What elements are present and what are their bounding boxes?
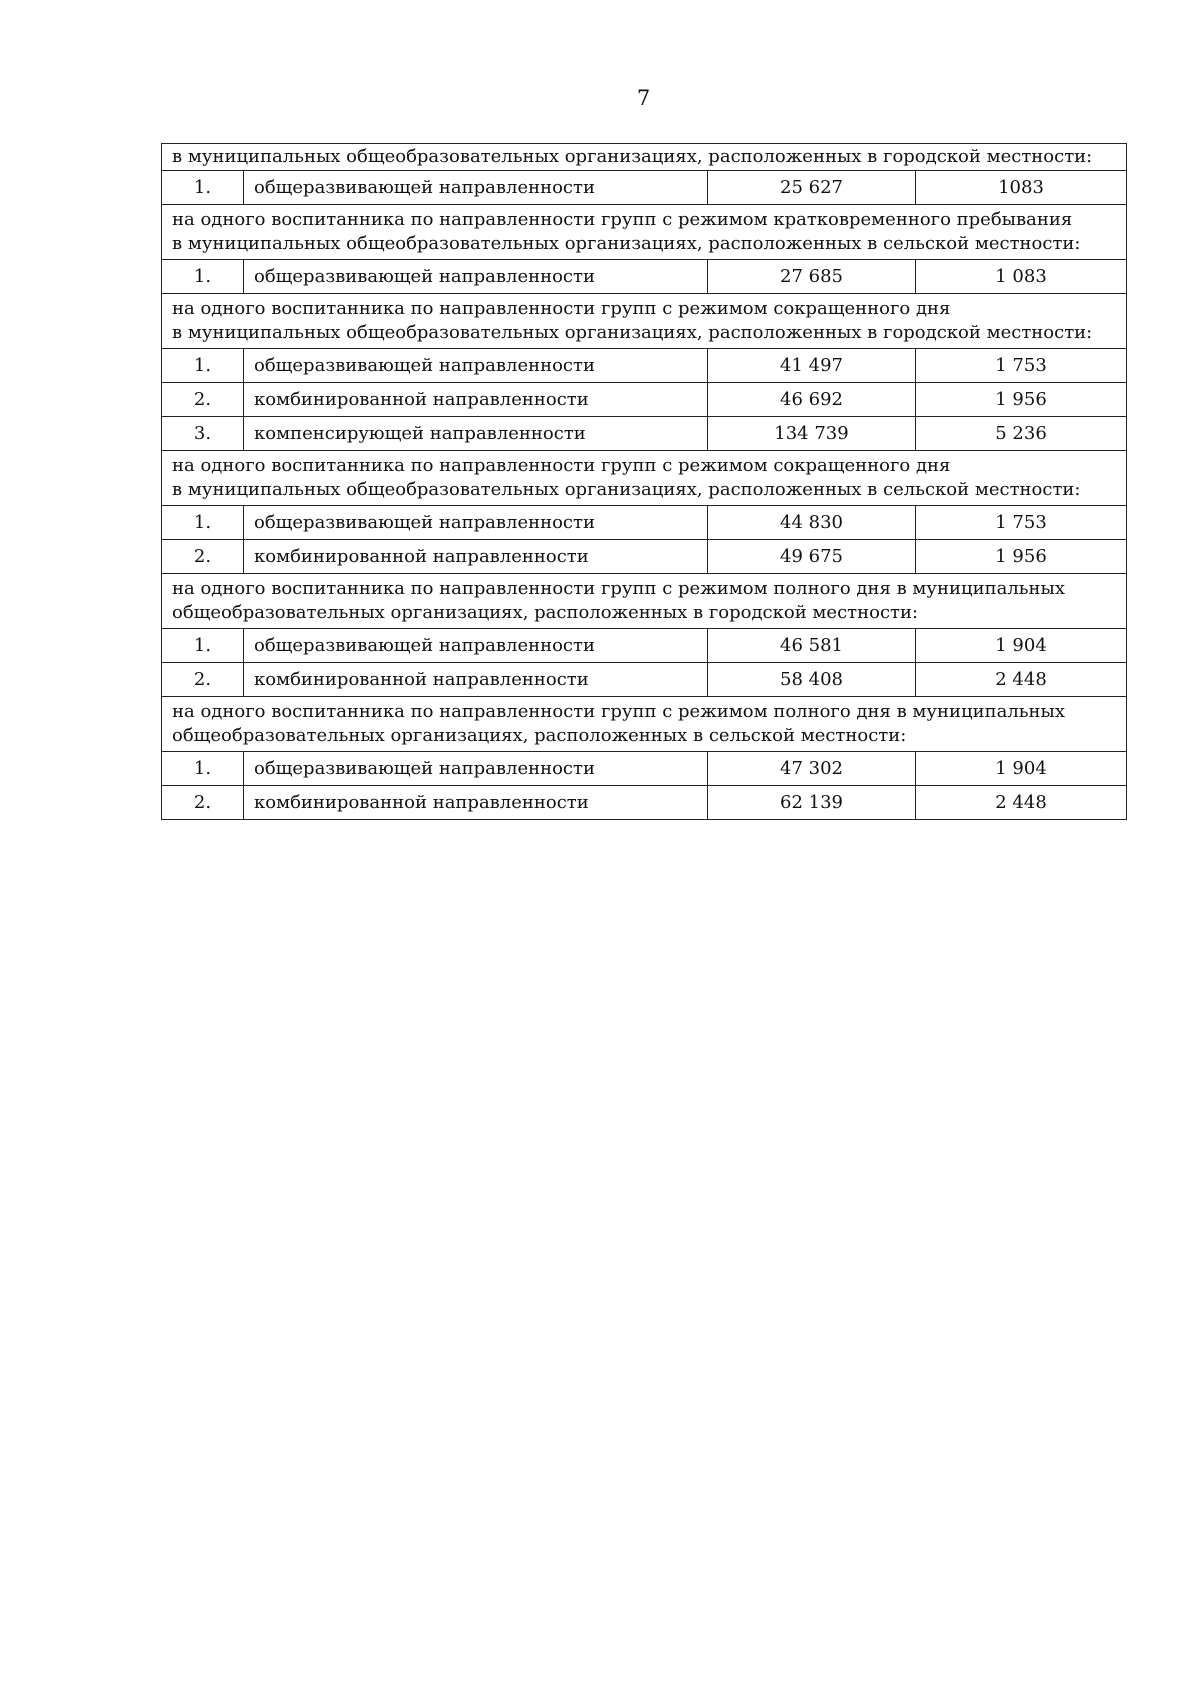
row-value-2: 1 956 [916, 540, 1127, 574]
table-row [162, 540, 1127, 574]
row-value-1: 41 497 [708, 349, 916, 383]
row-number: 1. [162, 171, 244, 205]
row-number: 1. [162, 629, 244, 663]
row-value-1: 44 830 [708, 506, 916, 540]
norms-table-body [162, 144, 1127, 820]
row-number: 1. [162, 506, 244, 540]
table-row [162, 383, 1127, 417]
row-value-1: 47 302 [708, 752, 916, 786]
row-value-1: 134 739 [708, 417, 916, 451]
section-heading-line: на одного воспитанника по направленности групп с режимом полного дня в муниципальных [172, 701, 1066, 722]
row-value-2: 1 904 [916, 629, 1127, 663]
table-row [162, 417, 1127, 451]
row-label: комбинированной направленности [244, 383, 708, 417]
table-row [162, 506, 1127, 540]
section-heading-row [162, 294, 1127, 349]
row-label: компенсирующей направленности [244, 417, 708, 451]
row-value-2: 5 236 [916, 417, 1127, 451]
row-value-1: 46 581 [708, 629, 916, 663]
row-value-2: 1083 [916, 171, 1127, 205]
section-heading-line: общеобразовательных организациях, расположенных в городской местности: [172, 602, 919, 623]
row-label: общеразвивающей направленности [244, 629, 708, 663]
row-value-1: 62 139 [708, 786, 916, 820]
row-label: общеразвивающей направленности [244, 260, 708, 294]
row-number: 2. [162, 540, 244, 574]
row-value-2: 1 753 [916, 349, 1127, 383]
section-heading-line: на одного воспитанника по направленности групп с режимом полного дня в муниципальных [172, 578, 1066, 599]
section-heading-line: на одного воспитанника по направленности групп с режимом кратковременного пребывания [172, 209, 1073, 230]
section-heading-row [162, 205, 1127, 260]
row-label: комбинированной направленности [244, 540, 708, 574]
section-heading-row [162, 144, 1127, 171]
table-row [162, 752, 1127, 786]
row-number: 1. [162, 260, 244, 294]
section-heading-line: в муниципальных общеобразовательных организациях, расположенных в городской местности: [172, 322, 1093, 343]
section-heading [162, 205, 1127, 260]
row-value-2: 2 448 [916, 663, 1127, 697]
row-label: общеразвивающей направленности [244, 506, 708, 540]
table-row [162, 171, 1127, 205]
table-row [162, 349, 1127, 383]
section-heading-line: на одного воспитанника по направленности групп с режимом сокращенного дня [172, 455, 951, 476]
norms-table [161, 143, 1127, 820]
row-number: 2. [162, 786, 244, 820]
section-heading [162, 451, 1127, 506]
row-value-1: 49 675 [708, 540, 916, 574]
section-heading [162, 697, 1127, 752]
row-value-2: 2 448 [916, 786, 1127, 820]
row-value-2: 1 956 [916, 383, 1127, 417]
section-heading-row [162, 697, 1127, 752]
table-row [162, 663, 1127, 697]
row-value-2: 1 753 [916, 506, 1127, 540]
row-value-2: 1 904 [916, 752, 1127, 786]
page-number: 7 [636, 86, 651, 110]
row-value-1: 27 685 [708, 260, 916, 294]
row-number: 2. [162, 383, 244, 417]
table-row [162, 786, 1127, 820]
section-heading-line: общеобразовательных организациях, расположенных в сельской местности: [172, 725, 907, 746]
section-heading [162, 574, 1127, 629]
table-row [162, 260, 1127, 294]
section-heading-row [162, 451, 1127, 506]
section-heading-line: в муниципальных общеобразовательных организациях, расположенных в сельской местности: [172, 233, 1081, 254]
section-heading-row [162, 574, 1127, 629]
row-number: 2. [162, 663, 244, 697]
table-row [162, 629, 1127, 663]
row-value-2: 1 083 [916, 260, 1127, 294]
row-label: общеразвивающей направленности [244, 349, 708, 383]
section-heading [162, 294, 1127, 349]
row-label: комбинированной направленности [244, 663, 708, 697]
row-value-1: 46 692 [708, 383, 916, 417]
section-heading-line: в муниципальных общеобразовательных организациях, расположенных в городской местности: [172, 146, 1093, 167]
row-value-1: 58 408 [708, 663, 916, 697]
section-heading-line: в муниципальных общеобразовательных организациях, расположенных в сельской местности: [172, 479, 1081, 500]
section-heading [162, 144, 1127, 171]
row-value-1: 25 627 [708, 171, 916, 205]
row-number: 1. [162, 752, 244, 786]
row-label: общеразвивающей направленности [244, 752, 708, 786]
section-heading-line: на одного воспитанника по направленности групп с режимом сокращенного дня [172, 298, 951, 319]
row-label: комбинированной направленности [244, 786, 708, 820]
row-number: 3. [162, 417, 244, 451]
row-label: общеразвивающей направленности [244, 171, 708, 205]
row-number: 1. [162, 349, 244, 383]
